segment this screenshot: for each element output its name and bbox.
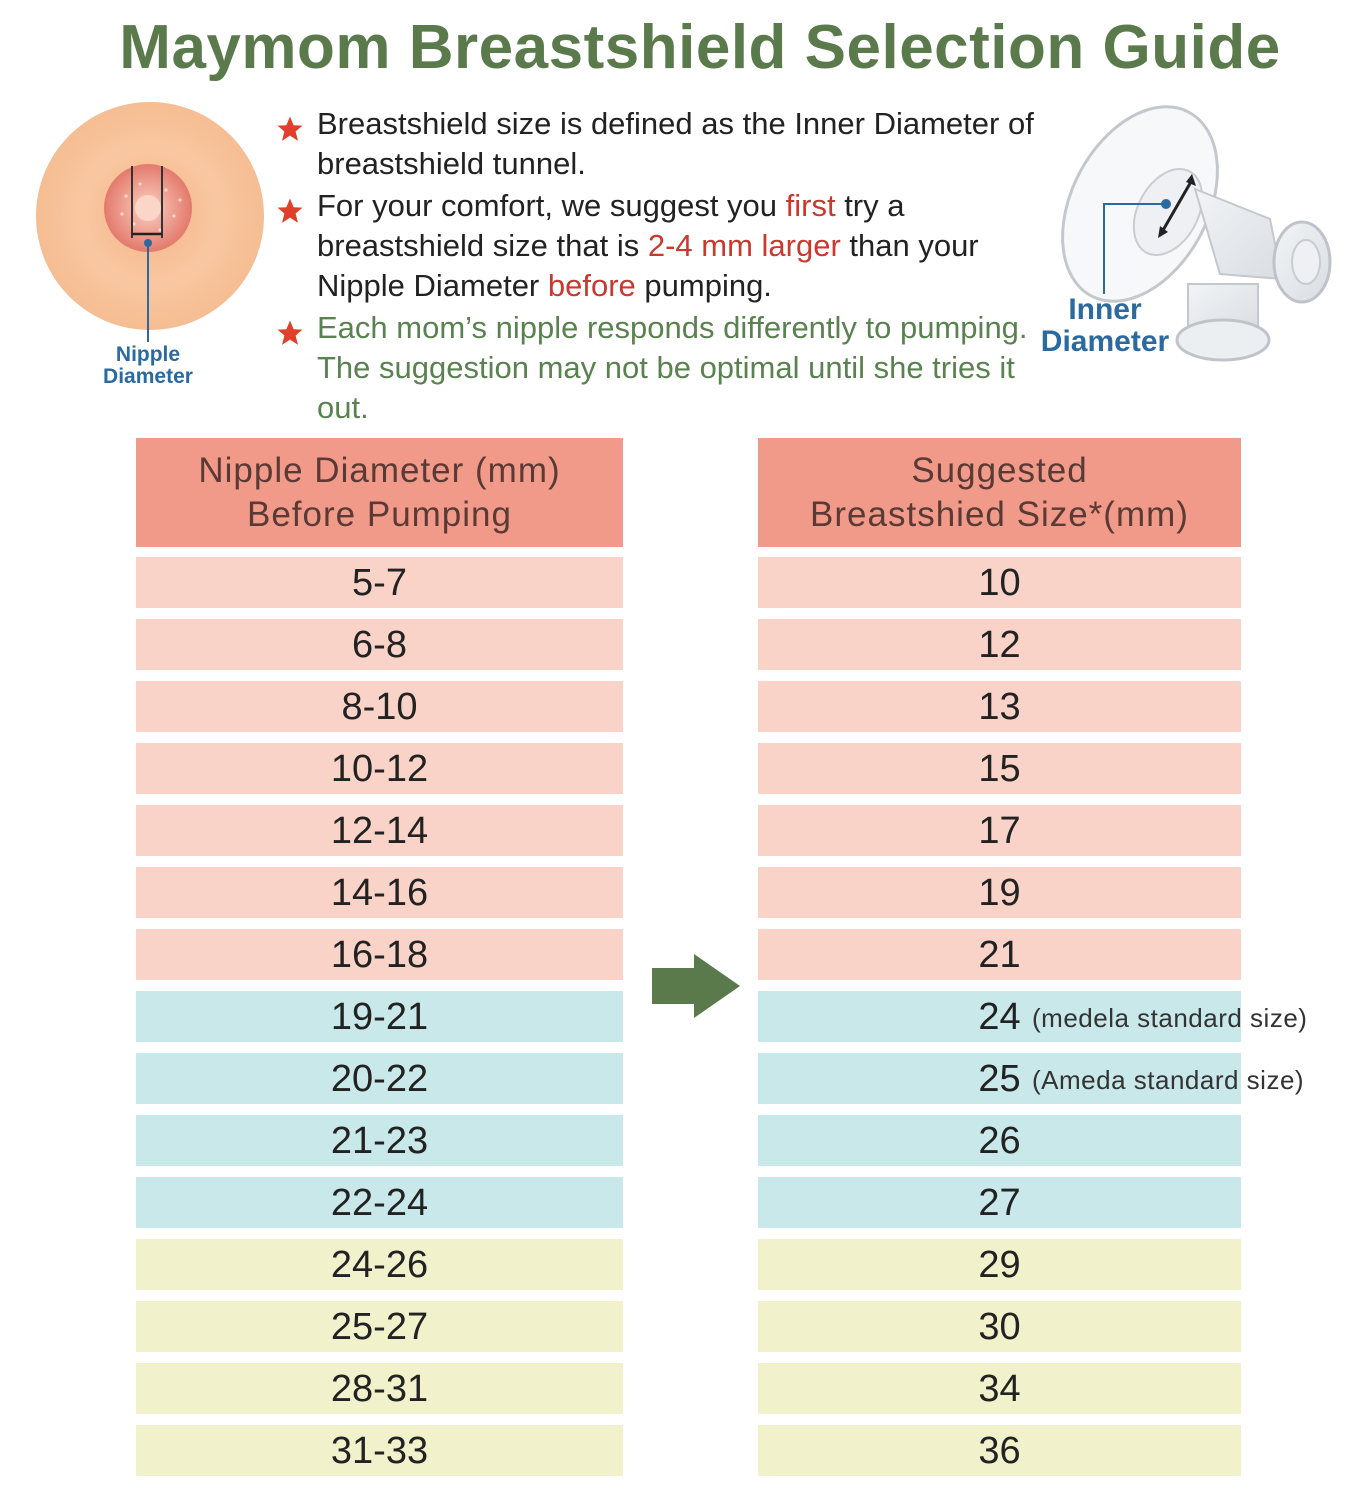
standard-size-note: (Ameda standard size)	[1032, 1065, 1305, 1095]
table-row	[136, 867, 623, 918]
breastshield-size-value: 30	[978, 1306, 1021, 1348]
table-row	[758, 557, 1241, 608]
inner-label-line1: Inner	[1068, 293, 1142, 326]
breastshield-size-value: 29	[978, 1244, 1021, 1286]
breastshield-size-value: 25	[978, 1058, 1021, 1100]
table-row	[758, 1239, 1241, 1290]
bullet-disclaimer-text: Each mom’s nipple responds differently to pumping. The suggestion may not be optimal until she tries it out.	[317, 310, 1028, 425]
table-row	[136, 743, 623, 794]
star-icon	[275, 114, 305, 144]
table-row	[136, 991, 623, 1042]
nipple-label-line1: Nipple	[115, 343, 181, 366]
highlight-before: before	[547, 268, 636, 303]
bullet-suggestion-text: pumping.	[635, 268, 772, 303]
table-row	[758, 1363, 1241, 1414]
table-row	[136, 1239, 623, 1290]
bullet-definition-text: Breastshield size is defined as the Inner Diameter of breastshield tunnel.	[317, 106, 1034, 181]
table-row	[758, 929, 1241, 980]
header-line2: Before Pumping	[247, 494, 512, 534]
table-row	[758, 1053, 1305, 1104]
nipple-diameter-value: 5-7	[352, 562, 407, 604]
nipple-diameter-value: 21-23	[330, 1120, 429, 1162]
nipple-diameter-value: 8-10	[341, 686, 418, 728]
standard-size-note: (medela standard size)	[1032, 1003, 1308, 1033]
nipple-diameter-value: 22-24	[330, 1182, 429, 1224]
table-row	[136, 1053, 623, 1104]
table-row	[758, 1301, 1241, 1352]
table-row	[136, 1301, 623, 1352]
guidance-bullets	[275, 104, 1065, 430]
table-row	[136, 929, 623, 980]
breastshield-size-value: 17	[978, 810, 1021, 852]
nipple-diameter-value: 20-22	[330, 1058, 429, 1100]
highlight-size-range: 2-4 mm larger	[647, 228, 841, 263]
breastshield-size-value: 21	[978, 934, 1021, 976]
bullet-suggestion-text: For your comfort, we suggest you	[317, 188, 786, 223]
table-row	[758, 1115, 1241, 1166]
breastshield-size-value: 34	[978, 1368, 1021, 1410]
breastshield-size-rows	[758, 557, 1308, 1476]
nipple-diameter-value: 12-14	[330, 810, 429, 852]
breastshield-size-value: 19	[978, 872, 1021, 914]
nipple-diameter-value: 6-8	[352, 624, 407, 666]
breastshield-size-header	[758, 438, 1241, 547]
table-row	[758, 1425, 1241, 1476]
header-line1: Nipple Diameter (mm)	[198, 450, 561, 490]
nipple-diameter-value: 24-26	[330, 1244, 429, 1286]
table-row	[136, 1177, 623, 1228]
header-line2: Breastshied Size*(mm)	[810, 494, 1189, 534]
breastshield-size-value: 24	[978, 996, 1021, 1038]
bullet-suggestion-text: try a breastshield size that is	[317, 188, 905, 263]
arrow-right-icon	[650, 952, 742, 1020]
table-row	[136, 681, 623, 732]
page-title: Maymom Breastshield Selection Guide	[119, 13, 1281, 82]
nipple-diameter-value: 28-31	[330, 1368, 429, 1410]
table-row	[758, 743, 1241, 794]
table-row	[136, 557, 623, 608]
breastshield-size-value: 27	[978, 1182, 1021, 1224]
breastshield-size-column	[758, 438, 1308, 1487]
nipple-diameter-value: 31-33	[330, 1430, 429, 1472]
nipple-label-line2: Diameter	[103, 365, 193, 388]
breastshield-size-value: 10	[978, 562, 1021, 604]
table-row	[758, 681, 1241, 732]
nipple-diameter-value: 16-18	[330, 934, 429, 976]
table-row	[136, 1425, 623, 1476]
breastshield-size-value: 13	[978, 686, 1021, 728]
inner-label-line2: Diameter	[1040, 325, 1170, 358]
table-row	[136, 805, 623, 856]
breastshield-size-value: 12	[978, 624, 1021, 666]
bullet-disclaimer	[275, 308, 1065, 428]
table-row	[758, 805, 1241, 856]
nipple-diameter-column	[136, 438, 623, 1487]
nipple-diameter-value: 14-16	[330, 872, 429, 914]
breastshield-size-value: 15	[978, 748, 1021, 790]
nipple-diameter-rows	[136, 557, 623, 1476]
table-row	[136, 1363, 623, 1414]
nipple-diameter-value: 25-27	[330, 1306, 429, 1348]
breastshield-size-value: 26	[978, 1120, 1021, 1162]
table-row	[136, 619, 623, 670]
table-row	[758, 1177, 1241, 1228]
bullet-suggestion-text: than your Nipple Diameter	[317, 228, 979, 303]
highlight-first: first	[785, 188, 836, 223]
table-row	[758, 991, 1308, 1042]
bullet-suggestion	[275, 186, 1065, 306]
star-icon	[275, 196, 305, 226]
nipple-diameter-value: 19-21	[330, 996, 429, 1038]
table-row	[136, 1115, 623, 1166]
nipple-diameter-header	[136, 438, 623, 547]
table-row	[758, 619, 1241, 670]
nipple-diameter-value: 10-12	[330, 748, 429, 790]
bullet-definition	[275, 104, 1065, 184]
star-icon	[275, 318, 305, 348]
table-row	[758, 867, 1241, 918]
inner-diameter-label	[1030, 294, 1180, 358]
nipple-diameter-label	[70, 344, 226, 388]
header-line1: Suggested	[911, 450, 1088, 490]
breastshield-size-value: 36	[978, 1430, 1021, 1472]
